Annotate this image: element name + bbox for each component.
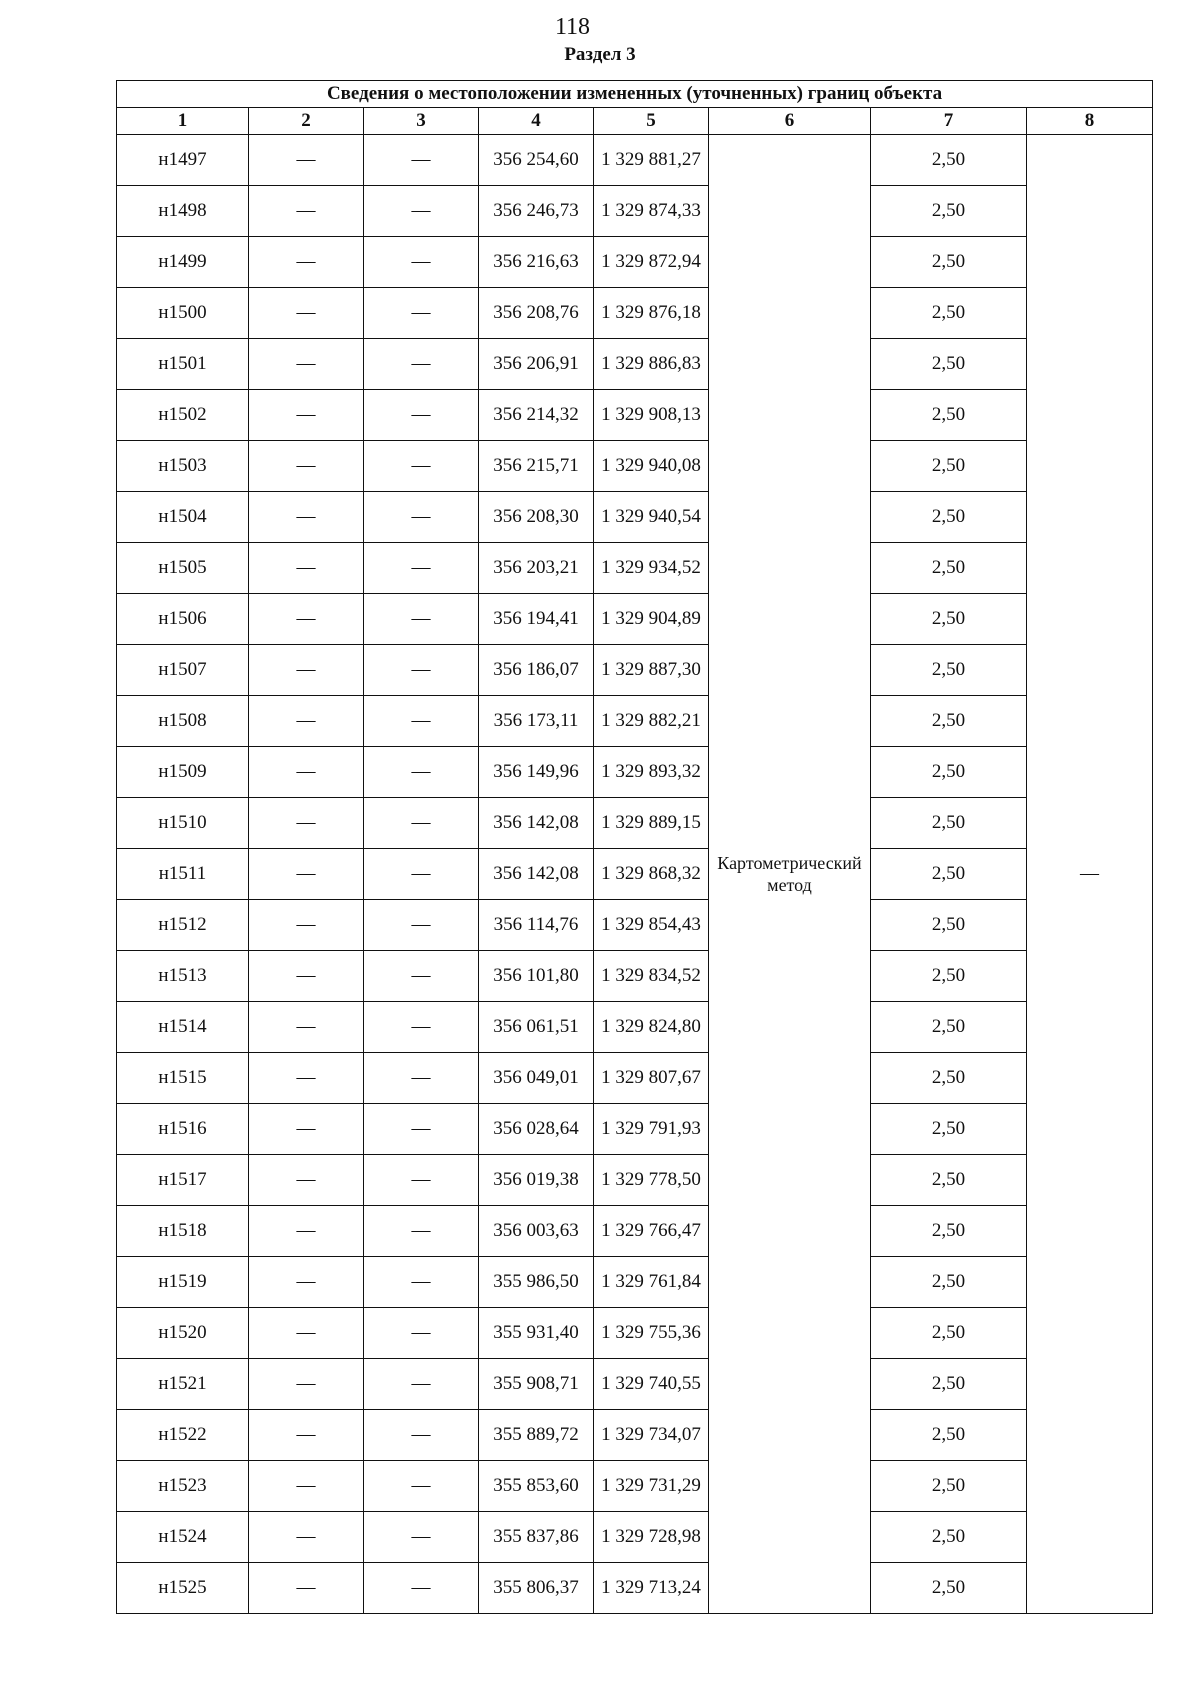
table-body (117, 135, 1153, 1614)
method-cell: Картометрический метод (709, 135, 871, 1614)
table-row (117, 1053, 1153, 1104)
x-coordinate-cell: 356 208,76 (479, 288, 594, 339)
table-row (117, 1461, 1153, 1512)
point-name-cell: н1511 (117, 849, 249, 900)
column-number-7: 7 (871, 108, 1027, 135)
col2-cell: — (249, 1512, 364, 1563)
x-coordinate-cell: 356 186,07 (479, 645, 594, 696)
col2-cell: — (249, 900, 364, 951)
table-row (117, 747, 1153, 798)
col3-cell: — (364, 441, 479, 492)
col3-cell: — (364, 543, 479, 594)
col3-cell: — (364, 747, 479, 798)
page-number: 118 (554, 14, 591, 40)
accuracy-cell: 2,50 (871, 339, 1027, 390)
col2-cell: — (249, 492, 364, 543)
col2-cell: — (249, 594, 364, 645)
col3-cell: — (364, 1359, 479, 1410)
accuracy-cell: 2,50 (871, 696, 1027, 747)
col2-cell: — (249, 135, 364, 186)
col2-cell: — (249, 951, 364, 1002)
accuracy-cell: 2,50 (871, 1053, 1027, 1104)
col3-cell: — (364, 1104, 479, 1155)
accuracy-cell: 2,50 (871, 492, 1027, 543)
col2-cell: — (249, 696, 364, 747)
table-row (117, 951, 1153, 1002)
x-coordinate-cell: 356 028,64 (479, 1104, 594, 1155)
y-coordinate-cell: 1 329 854,43 (594, 900, 709, 951)
x-coordinate-cell: 356 206,91 (479, 339, 594, 390)
x-coordinate-cell: 355 931,40 (479, 1308, 594, 1359)
x-coordinate-cell: 356 114,76 (479, 900, 594, 951)
col2-cell: — (249, 1002, 364, 1053)
col3-cell: — (364, 1563, 479, 1614)
table-row (117, 1359, 1153, 1410)
x-coordinate-cell: 356 216,63 (479, 237, 594, 288)
accuracy-cell: 2,50 (871, 1155, 1027, 1206)
col3-cell: — (364, 390, 479, 441)
col2-cell: — (249, 543, 364, 594)
x-coordinate-cell: 355 889,72 (479, 1410, 594, 1461)
accuracy-cell: 2,50 (871, 186, 1027, 237)
accuracy-cell: 2,50 (871, 594, 1027, 645)
col2-cell: — (249, 390, 364, 441)
accuracy-cell: 2,50 (871, 1461, 1027, 1512)
table-row (117, 339, 1153, 390)
accuracy-cell: 2,50 (871, 645, 1027, 696)
table-row (117, 237, 1153, 288)
column-number-row (117, 108, 1153, 135)
y-coordinate-cell: 1 329 940,54 (594, 492, 709, 543)
col3-cell: — (364, 1512, 479, 1563)
point-name-cell: н1501 (117, 339, 249, 390)
col2-cell: — (249, 288, 364, 339)
col3-cell: — (364, 339, 479, 390)
y-coordinate-cell: 1 329 940,08 (594, 441, 709, 492)
table-row (117, 135, 1153, 186)
point-name-cell: н1522 (117, 1410, 249, 1461)
x-coordinate-cell: 355 806,37 (479, 1563, 594, 1614)
col2-cell: — (249, 1308, 364, 1359)
accuracy-cell: 2,50 (871, 747, 1027, 798)
col2-cell: — (249, 645, 364, 696)
point-name-cell: н1498 (117, 186, 249, 237)
y-coordinate-cell: 1 329 728,98 (594, 1512, 709, 1563)
table-row (117, 1104, 1153, 1155)
col2-cell: — (249, 1563, 364, 1614)
y-coordinate-cell: 1 329 731,29 (594, 1461, 709, 1512)
table-row (117, 390, 1153, 441)
y-coordinate-cell: 1 329 893,32 (594, 747, 709, 798)
point-name-cell: н1497 (117, 135, 249, 186)
table-row (117, 1563, 1153, 1614)
accuracy-cell: 2,50 (871, 1512, 1027, 1563)
accuracy-cell: 2,50 (871, 390, 1027, 441)
point-name-cell: н1507 (117, 645, 249, 696)
col3-cell: — (364, 186, 479, 237)
col2-cell: — (249, 237, 364, 288)
x-coordinate-cell: 356 101,80 (479, 951, 594, 1002)
x-coordinate-cell: 356 003,63 (479, 1206, 594, 1257)
x-coordinate-cell: 356 061,51 (479, 1002, 594, 1053)
point-name-cell: н1505 (117, 543, 249, 594)
x-coordinate-cell: 356 149,96 (479, 747, 594, 798)
point-name-cell: н1510 (117, 798, 249, 849)
point-name-cell: н1517 (117, 1155, 249, 1206)
point-name-cell: н1499 (117, 237, 249, 288)
table-row (117, 849, 1153, 900)
table-row (117, 1257, 1153, 1308)
x-coordinate-cell: 356 142,08 (479, 798, 594, 849)
boundary-coordinates-table (116, 80, 1153, 1614)
y-coordinate-cell: 1 329 874,33 (594, 186, 709, 237)
table-row (117, 186, 1153, 237)
table-row (117, 1410, 1153, 1461)
accuracy-cell: 2,50 (871, 237, 1027, 288)
table-row (117, 798, 1153, 849)
x-coordinate-cell: 355 986,50 (479, 1257, 594, 1308)
col8-cell: — (1027, 135, 1153, 1614)
col2-cell: — (249, 1410, 364, 1461)
y-coordinate-cell: 1 329 934,52 (594, 543, 709, 594)
accuracy-cell: 2,50 (871, 1257, 1027, 1308)
col3-cell: — (364, 1461, 479, 1512)
column-number-8: 8 (1027, 108, 1153, 135)
x-coordinate-cell: 355 837,86 (479, 1512, 594, 1563)
col2-cell: — (249, 1104, 364, 1155)
y-coordinate-cell: 1 329 881,27 (594, 135, 709, 186)
table-row (117, 645, 1153, 696)
col2-cell: — (249, 747, 364, 798)
x-coordinate-cell: 356 142,08 (479, 849, 594, 900)
accuracy-cell: 2,50 (871, 1308, 1027, 1359)
y-coordinate-cell: 1 329 778,50 (594, 1155, 709, 1206)
col2-cell: — (249, 1053, 364, 1104)
point-name-cell: н1512 (117, 900, 249, 951)
x-coordinate-cell: 356 246,73 (479, 186, 594, 237)
point-name-cell: н1509 (117, 747, 249, 798)
table-row (117, 288, 1153, 339)
y-coordinate-cell: 1 329 872,94 (594, 237, 709, 288)
table-caption: Сведения о местоположении измененных (уточненных) границ объекта (117, 81, 1153, 108)
col3-cell: — (364, 1155, 479, 1206)
point-name-cell: н1523 (117, 1461, 249, 1512)
point-name-cell: н1504 (117, 492, 249, 543)
col3-cell: — (364, 1206, 479, 1257)
x-coordinate-cell: 356 049,01 (479, 1053, 594, 1104)
point-name-cell: н1518 (117, 1206, 249, 1257)
col2-cell: — (249, 798, 364, 849)
accuracy-cell: 2,50 (871, 1359, 1027, 1410)
col3-cell: — (364, 798, 479, 849)
col3-cell: — (364, 849, 479, 900)
col3-cell: — (364, 237, 479, 288)
column-number-1: 1 (117, 108, 249, 135)
x-coordinate-cell: 356 214,32 (479, 390, 594, 441)
col3-cell: — (364, 645, 479, 696)
table-row (117, 1002, 1153, 1053)
col3-cell: — (364, 1308, 479, 1359)
x-coordinate-cell: 356 203,21 (479, 543, 594, 594)
col2-cell: — (249, 1206, 364, 1257)
col3-cell: — (364, 696, 479, 747)
point-name-cell: н1506 (117, 594, 249, 645)
table-row (117, 1206, 1153, 1257)
point-name-cell: н1503 (117, 441, 249, 492)
table-row (117, 492, 1153, 543)
accuracy-cell: 2,50 (871, 1104, 1027, 1155)
y-coordinate-cell: 1 329 824,80 (594, 1002, 709, 1053)
y-coordinate-cell: 1 329 886,83 (594, 339, 709, 390)
y-coordinate-cell: 1 329 876,18 (594, 288, 709, 339)
column-number-2: 2 (249, 108, 364, 135)
y-coordinate-cell: 1 329 882,21 (594, 696, 709, 747)
point-name-cell: н1513 (117, 951, 249, 1002)
accuracy-cell: 2,50 (871, 798, 1027, 849)
x-coordinate-cell: 356 019,38 (479, 1155, 594, 1206)
col3-cell: — (364, 951, 479, 1002)
accuracy-cell: 2,50 (871, 1563, 1027, 1614)
y-coordinate-cell: 1 329 807,67 (594, 1053, 709, 1104)
y-coordinate-cell: 1 329 713,24 (594, 1563, 709, 1614)
y-coordinate-cell: 1 329 791,93 (594, 1104, 709, 1155)
section-title: Раздел 3 (564, 44, 636, 65)
table-row (117, 543, 1153, 594)
accuracy-cell: 2,50 (871, 543, 1027, 594)
col3-cell: — (364, 900, 479, 951)
y-coordinate-cell: 1 329 755,36 (594, 1308, 709, 1359)
col3-cell: — (364, 1257, 479, 1308)
table-row (117, 696, 1153, 747)
accuracy-cell: 2,50 (871, 1002, 1027, 1053)
y-coordinate-cell: 1 329 734,07 (594, 1410, 709, 1461)
table-row (117, 1308, 1153, 1359)
x-coordinate-cell: 356 173,11 (479, 696, 594, 747)
accuracy-cell: 2,50 (871, 951, 1027, 1002)
y-coordinate-cell: 1 329 868,32 (594, 849, 709, 900)
accuracy-cell: 2,50 (871, 1410, 1027, 1461)
y-coordinate-cell: 1 329 889,15 (594, 798, 709, 849)
table-row (117, 900, 1153, 951)
table-row (117, 594, 1153, 645)
point-name-cell: н1515 (117, 1053, 249, 1104)
y-coordinate-cell: 1 329 908,13 (594, 390, 709, 441)
point-name-cell: н1520 (117, 1308, 249, 1359)
col3-cell: — (364, 492, 479, 543)
col2-cell: — (249, 441, 364, 492)
col2-cell: — (249, 1155, 364, 1206)
col3-cell: — (364, 288, 479, 339)
col2-cell: — (249, 186, 364, 237)
accuracy-cell: 2,50 (871, 441, 1027, 492)
col2-cell: — (249, 1257, 364, 1308)
column-number-4: 4 (479, 108, 594, 135)
col3-cell: — (364, 135, 479, 186)
col3-cell: — (364, 594, 479, 645)
y-coordinate-cell: 1 329 740,55 (594, 1359, 709, 1410)
y-coordinate-cell: 1 329 834,52 (594, 951, 709, 1002)
table-row (117, 1512, 1153, 1563)
accuracy-cell: 2,50 (871, 288, 1027, 339)
col3-cell: — (364, 1002, 479, 1053)
x-coordinate-cell: 355 853,60 (479, 1461, 594, 1512)
point-name-cell: н1508 (117, 696, 249, 747)
x-coordinate-cell: 356 254,60 (479, 135, 594, 186)
x-coordinate-cell: 355 908,71 (479, 1359, 594, 1410)
y-coordinate-cell: 1 329 904,89 (594, 594, 709, 645)
point-name-cell: н1514 (117, 1002, 249, 1053)
point-name-cell: н1516 (117, 1104, 249, 1155)
accuracy-cell: 2,50 (871, 1206, 1027, 1257)
x-coordinate-cell: 356 215,71 (479, 441, 594, 492)
col3-cell: — (364, 1410, 479, 1461)
point-name-cell: н1502 (117, 390, 249, 441)
column-number-6: 6 (709, 108, 871, 135)
point-name-cell: н1521 (117, 1359, 249, 1410)
y-coordinate-cell: 1 329 887,30 (594, 645, 709, 696)
column-number-3: 3 (364, 108, 479, 135)
y-coordinate-cell: 1 329 766,47 (594, 1206, 709, 1257)
col2-cell: — (249, 849, 364, 900)
table-row (117, 441, 1153, 492)
point-name-cell: н1519 (117, 1257, 249, 1308)
col2-cell: — (249, 339, 364, 390)
accuracy-cell: 2,50 (871, 849, 1027, 900)
point-name-cell: н1524 (117, 1512, 249, 1563)
col2-cell: — (249, 1461, 364, 1512)
x-coordinate-cell: 356 208,30 (479, 492, 594, 543)
y-coordinate-cell: 1 329 761,84 (594, 1257, 709, 1308)
accuracy-cell: 2,50 (871, 135, 1027, 186)
point-name-cell: н1500 (117, 288, 249, 339)
point-name-cell: н1525 (117, 1563, 249, 1614)
table-row (117, 1155, 1153, 1206)
col3-cell: — (364, 1053, 479, 1104)
column-number-5: 5 (594, 108, 709, 135)
col2-cell: — (249, 1359, 364, 1410)
x-coordinate-cell: 356 194,41 (479, 594, 594, 645)
accuracy-cell: 2,50 (871, 900, 1027, 951)
